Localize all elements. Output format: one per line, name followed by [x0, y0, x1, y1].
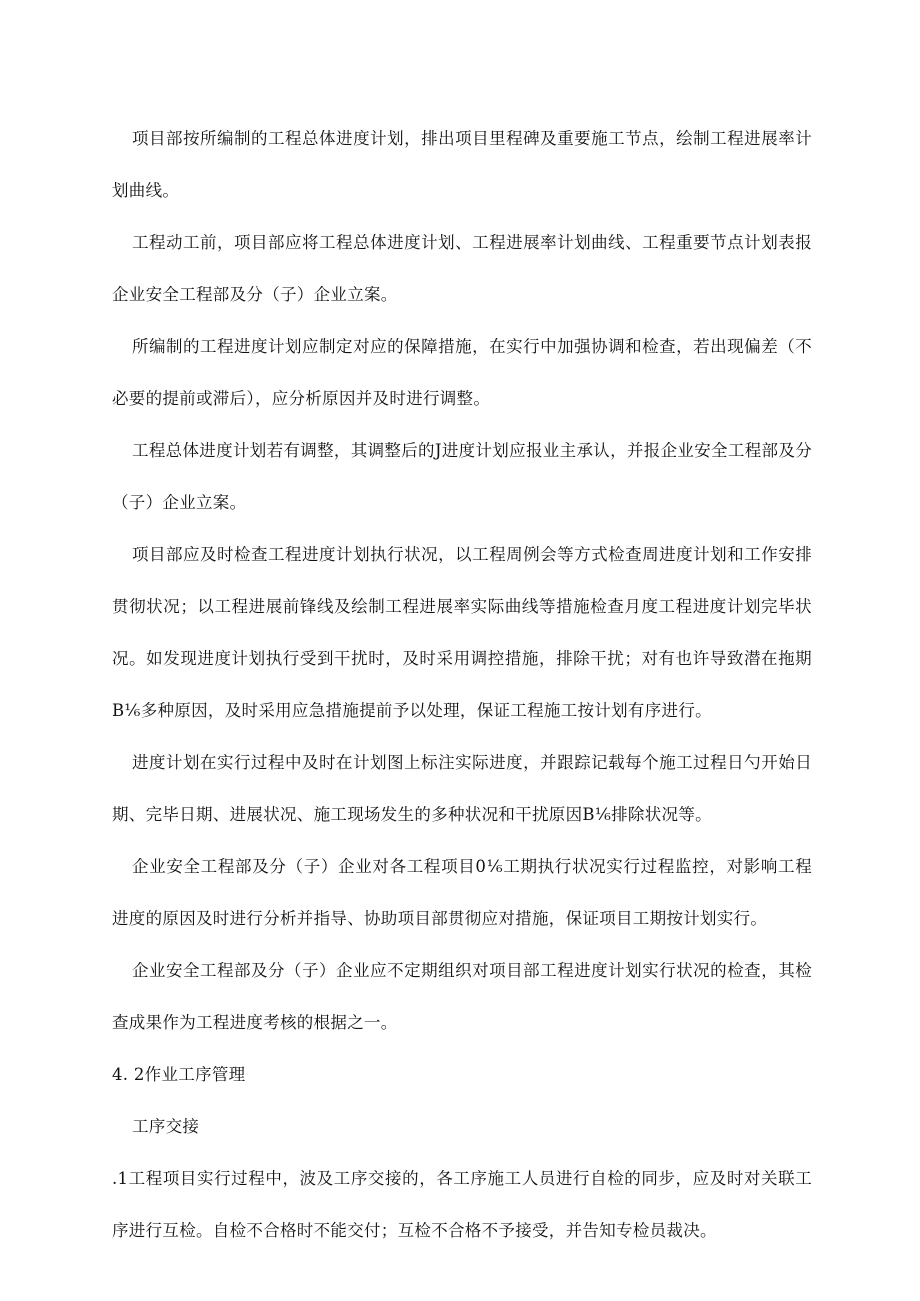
- paragraph-7: 企业安全工程部及分（子）企业对各工程项目0⅙工期执行状况实行过程监控，对影响工程进度的原因及时进行分析并指导、协助项目部贯彻应对措施，保证项目工期按计划实行。: [112, 857, 812, 928]
- paragraph-4: 工程总体进度计划若有调整，其调整后的J进度计划应报业主承认，并报企业安全工程部及分（子）企业立案。: [112, 441, 812, 512]
- paragraph-8: 企业安全工程部及分（子）企业应不定期组织对项目部工程进度计划实行状况的检查，其检查成果作为工程进度考核的根据之一。: [112, 961, 812, 1032]
- paragraph-final: .1工程项目实行过程中，波及工序交接的，各工序施工人员进行自检的同步，应及时对关联工序进行互检。自检不合格时不能交付；互检不合格不予接受，并告知专检员裁决。: [112, 1169, 812, 1240]
- sub-heading: 工序交接: [132, 1117, 200, 1136]
- paragraph-5: 项目部应及时检查工程进度计划执行状况，以工程周例会等方式检查周进度计划和工作安排贯彻状况；以工程进展前锋线及绘制工程进展率实际曲线等措施检查月度工程进度计划完毕状况。如发现进度计划执行受到干扰时，及时采用调控措施，排除干扰；对有也许导致潜在拖期B⅙多种原因，及时采用应急措施提前予以处理，保证工程施工按计划有序进行。: [112, 545, 812, 720]
- paragraph-3: 所编制的工程进度计划应制定对应的保障措施，在实行中加强协调和检查，若出现偏差（不必要的提前或滞后），应分析原因并及时进行调整。: [112, 337, 812, 408]
- paragraph-6: 进度计划在实行过程中及时在计划图上标注实际进度，并跟踪记载每个施工过程日勺开始日期、完毕日期、进展状况、施工现场发生的多种状况和干扰原因B⅙排除状况等。: [112, 753, 812, 824]
- paragraph-2: 工程动工前，项目部应将工程总体进度计划、工程进展率计划曲线、工程重要节点计划表报企业安全工程部及分（子）企业立案。: [112, 233, 812, 304]
- section-heading: 4. 2作业工序管理: [112, 1065, 246, 1084]
- paragraph-1: 项目部按所编制的工程总体进度计划，排出项目里程碑及重要施工节点，绘制工程进展率计划曲线。: [112, 129, 812, 200]
